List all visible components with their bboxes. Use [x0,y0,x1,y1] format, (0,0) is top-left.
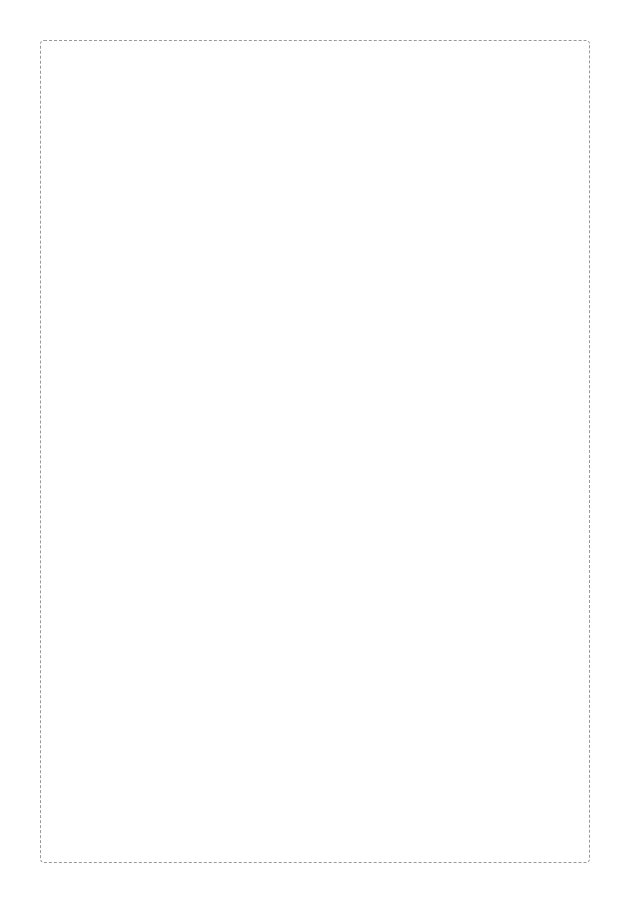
page-title [40,40,590,863]
